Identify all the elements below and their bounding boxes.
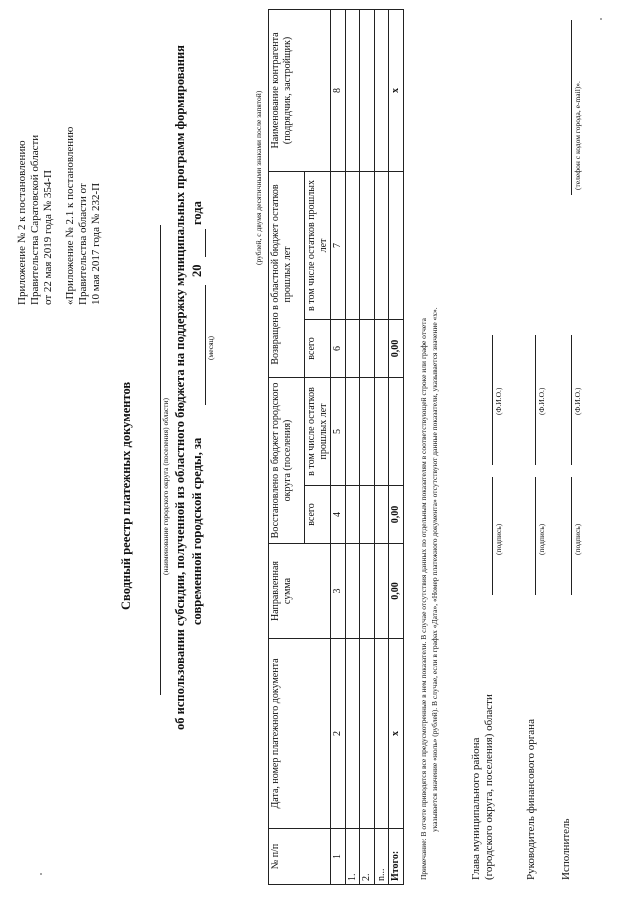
col-number: 1 xyxy=(331,829,346,885)
col-number: 4 xyxy=(331,486,346,544)
totals-returned-prev xyxy=(389,171,404,319)
cell-contractor[interactable] xyxy=(374,9,389,171)
head-fio-line[interactable] xyxy=(492,335,493,465)
cell-contractor[interactable] xyxy=(345,9,360,171)
col-number: 3 xyxy=(331,544,346,639)
cell-returned-total[interactable] xyxy=(374,319,389,377)
header-date: Дата, номер платежного документа xyxy=(269,639,331,829)
cell-restored-prev[interactable] xyxy=(345,377,360,485)
row-number: n... xyxy=(374,829,389,885)
sign-caption: (подпись) xyxy=(494,523,503,555)
header-contractor: Наименование контрагента (подрядчик, застройщик) xyxy=(269,9,331,171)
subtitle-line-2: об использовании субсидии, полученной из областного бюджета на поддержку муниципальных программ формирования xyxy=(173,45,187,730)
fio-caption: (Ф.И.О.) xyxy=(494,387,503,415)
header-returned-total: всего xyxy=(305,319,331,377)
cell-date[interactable] xyxy=(374,639,389,829)
header-restored-total: всего xyxy=(305,486,331,544)
subtitle-line-3: современной городской среды, за xyxy=(190,437,204,625)
note-line-2: указывается значение «ноль» (рублей). В случае, если в графах «Дата», «Номер платежного документа» отсутствуют данные показатели, указывается значение «х». xyxy=(430,307,439,832)
year-word: года xyxy=(190,201,204,225)
sign-finance-head: Руководитель финансового органа xyxy=(525,719,537,880)
cell-restored-prev[interactable] xyxy=(360,377,375,485)
sign-executor: Исполнитель xyxy=(560,818,572,880)
header-line-6: 10 мая 2017 года № 232-П xyxy=(90,182,102,305)
cell-restored-total[interactable] xyxy=(360,486,375,544)
phone-caption: (телефон с кодом города, e-mail)». xyxy=(573,81,582,190)
org-name-caption: (наименование городского округа (поселения) области) xyxy=(161,397,170,575)
month-caption: (месяц) xyxy=(206,335,215,360)
scan-speck xyxy=(600,18,602,20)
totals-row xyxy=(389,9,404,884)
sign-caption: (подпись) xyxy=(573,523,582,555)
table-row xyxy=(345,9,360,884)
header-restored-prev: в том числе остатков прошлых лет xyxy=(305,377,331,485)
sign-head-line-1: Глава муниципального района xyxy=(470,737,482,880)
cell-contractor[interactable] xyxy=(360,9,375,171)
document-title: Сводный реестр платежных документов xyxy=(119,381,133,610)
header-line-1: Приложение № 2 к постановлению xyxy=(16,140,28,305)
totals-date: х xyxy=(389,639,404,829)
column-numbers-row xyxy=(331,9,346,884)
cell-sum[interactable] xyxy=(345,544,360,639)
cell-returned-prev[interactable] xyxy=(360,171,375,319)
row-number: 2. xyxy=(360,829,375,885)
cell-returned-total[interactable] xyxy=(360,319,375,377)
header-line-2: Правительства Саратовской области xyxy=(29,134,41,305)
totals-label: Итого: xyxy=(389,829,404,885)
year-prefix: 20 xyxy=(190,264,204,277)
note-line-1: Примечание: В отчете приводятся все предусмотренные в нем показатели. В случае отсутствия данных по отдельным показателям в соответствующей строке или графе отчета xyxy=(419,318,428,880)
units-caption: (рублей, с двумя десятичными знаками после запятой) xyxy=(254,90,263,265)
cell-sum[interactable] xyxy=(360,544,375,639)
finance-fio-line[interactable] xyxy=(535,335,536,465)
head-signature-line[interactable] xyxy=(492,477,493,595)
totals-returned: 0,00 xyxy=(389,319,404,377)
fio-caption: (Ф.И.О.) xyxy=(537,387,546,415)
col-number: 5 xyxy=(331,377,346,485)
sign-caption: (подпись) xyxy=(537,523,546,555)
col-number: 8 xyxy=(331,9,346,171)
finance-signature-line[interactable] xyxy=(535,477,536,595)
table-row xyxy=(360,9,375,884)
col-number: 2 xyxy=(331,639,346,829)
cell-restored-total[interactable] xyxy=(345,486,360,544)
header-line-4: «Приложение № 2.1 к постановлению xyxy=(64,126,76,305)
sign-head-line-2: (городского округа, поселения) области xyxy=(483,694,495,880)
cell-sum[interactable] xyxy=(374,544,389,639)
totals-restored: 0,00 xyxy=(389,486,404,544)
cell-restored-prev[interactable] xyxy=(374,377,389,485)
cell-restored-total[interactable] xyxy=(374,486,389,544)
header-returned-prev: в том числе остатков прошлых лет xyxy=(305,171,331,319)
cell-date[interactable] xyxy=(345,639,360,829)
totals-sum: 0,00 xyxy=(389,544,404,639)
cell-returned-prev[interactable] xyxy=(374,171,389,319)
header-line-3: от 22 мая 2019 года № 354-П xyxy=(42,170,54,305)
executor-fio-line[interactable] xyxy=(571,335,572,465)
row-number: 1. xyxy=(345,829,360,885)
cell-returned-prev[interactable] xyxy=(345,171,360,319)
header-restored: Восстановлено в бюджет городского округа (поселения) xyxy=(269,377,305,543)
col-number: 7 xyxy=(331,171,346,319)
year-line xyxy=(205,229,206,257)
header-num: № п/п xyxy=(269,829,331,885)
register-table xyxy=(268,9,404,885)
header-returned: Возвращено в областной бюджет остатков прошлых лет xyxy=(269,171,305,377)
cell-date[interactable] xyxy=(360,639,375,829)
cell-returned-total[interactable] xyxy=(345,319,360,377)
header-line-5: Правительства области от xyxy=(77,183,89,305)
header-sum: Направленная сумма xyxy=(269,544,331,639)
totals-contractor: х xyxy=(389,9,404,171)
totals-restored-prev xyxy=(389,377,404,485)
fio-caption: (Ф.И.О.) xyxy=(573,387,582,415)
executor-phone-line[interactable] xyxy=(571,20,572,195)
executor-signature-line[interactable] xyxy=(571,477,572,595)
col-number: 6 xyxy=(331,319,346,377)
table-row xyxy=(374,9,389,884)
scan-speck xyxy=(40,873,42,875)
